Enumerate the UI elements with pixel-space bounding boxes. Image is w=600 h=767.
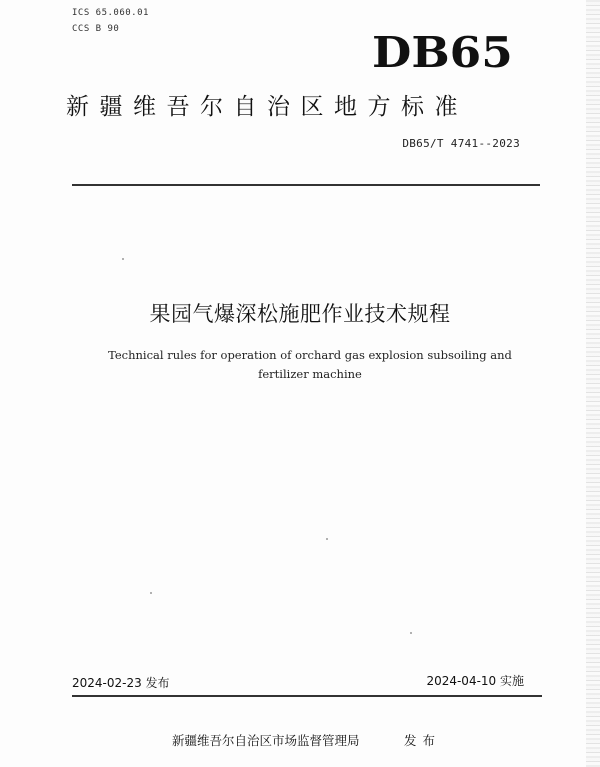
bottom-divider: [72, 695, 542, 697]
ics-code: ICS 65.060.01: [72, 8, 149, 18]
scan-speck: [150, 592, 152, 594]
scan-edge: [586, 0, 600, 767]
implementation-date: 2024-04-10 实施: [426, 674, 524, 688]
document-title-zh: 果园气爆深松施肥作业技术规程: [149, 302, 451, 326]
top-divider: [72, 184, 540, 186]
issuing-authority: 新疆维吾尔自治区市场监督管理局: [172, 733, 360, 748]
standard-category-title: 新疆维吾尔自治区地方标准: [66, 94, 468, 120]
ccs-code: CCS B 90: [72, 24, 120, 34]
scan-speck: [122, 258, 124, 260]
document-title-en: Technical rules for operation of orchard gas explosion subsoiling and fertilizer machine: [108, 348, 512, 381]
db65-logo: DB65: [372, 28, 513, 77]
standard-number: DB65/T 4741--2023: [402, 137, 520, 150]
scan-speck: [326, 538, 328, 540]
issue-label: 发布: [404, 733, 442, 748]
scan-speck: [410, 632, 412, 634]
issue-date: 2024-02-23 发布: [72, 676, 170, 690]
